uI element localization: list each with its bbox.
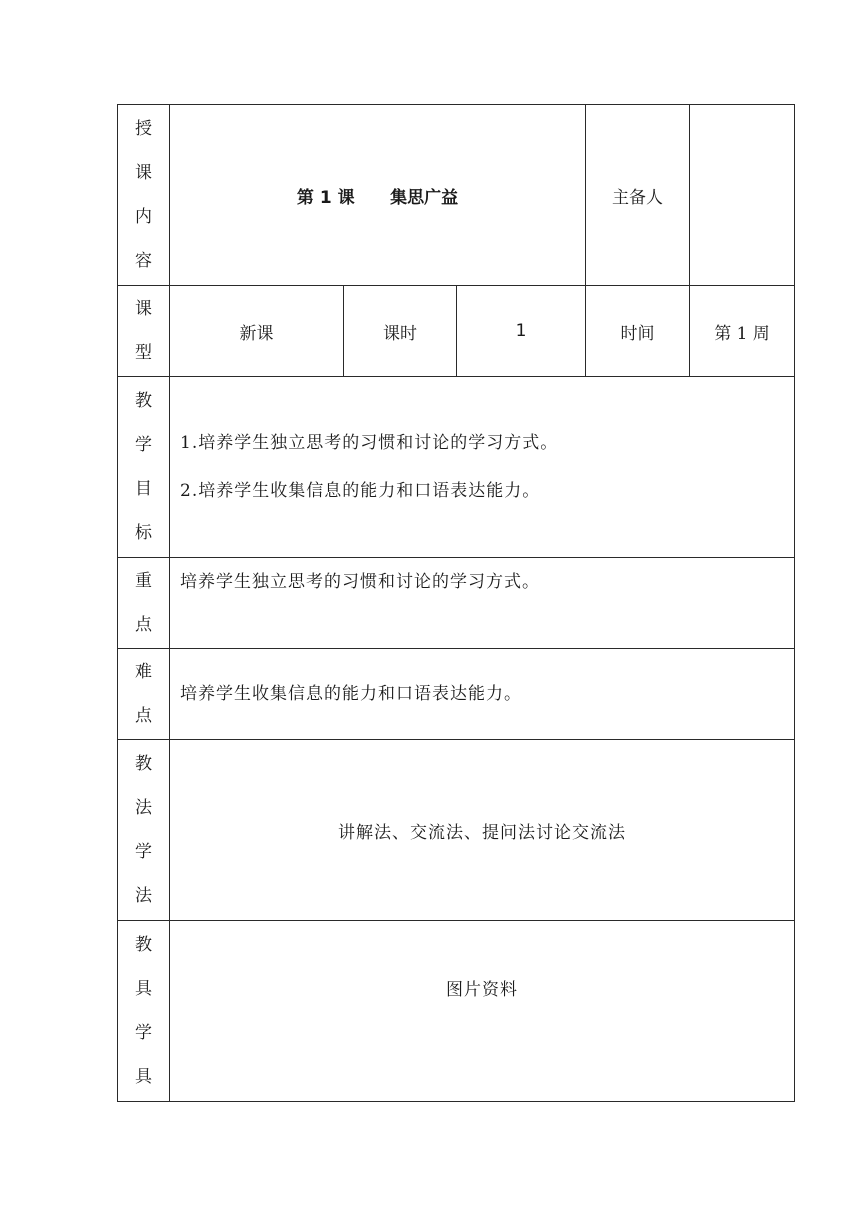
- header-char: 教: [135, 754, 152, 774]
- header-char: 法: [135, 886, 152, 906]
- header-lesson-type: [118, 286, 170, 377]
- header-methods: [118, 740, 170, 921]
- header-char: 型: [135, 343, 152, 363]
- tools-text: 图片资料: [170, 921, 795, 1102]
- header-char: 教: [135, 935, 152, 955]
- header-char: 教: [135, 391, 152, 411]
- header-char: 点: [135, 615, 152, 635]
- lesson-title: 第 1 课 集思广益: [170, 105, 586, 286]
- row-teaching-goals: [118, 377, 795, 558]
- owner-value: [690, 105, 795, 286]
- header-char: 学: [135, 1023, 152, 1043]
- header-char: 具: [135, 1067, 152, 1087]
- header-lesson-content: [118, 105, 170, 286]
- header-char: 具: [135, 979, 152, 999]
- header-char: 难: [135, 662, 152, 682]
- header-char: 重: [135, 571, 152, 591]
- header-char: 授: [135, 119, 152, 139]
- goal-item: 2.培养学生收集信息的能力和口语表达能力。: [180, 481, 541, 501]
- owner-label: 主备人: [586, 105, 690, 286]
- row-methods: [118, 740, 795, 921]
- header-char: 点: [135, 706, 152, 726]
- header-key-points: [118, 558, 170, 649]
- header-char: 课: [135, 299, 152, 319]
- key-points-text: 培养学生独立思考的习惯和讨论的学习方式。: [170, 558, 795, 649]
- lesson-type-value: 新课: [170, 286, 344, 377]
- hours-value: 1: [457, 286, 586, 377]
- header-char: 课: [135, 163, 152, 183]
- header-char: 目: [135, 479, 152, 499]
- goal-item: 1.培养学生独立思考的习惯和讨论的学习方式。: [180, 433, 559, 453]
- header-char: 学: [135, 842, 152, 862]
- header-char: 标: [135, 523, 152, 543]
- header-char: 内: [135, 207, 152, 227]
- header-difficulties: [118, 649, 170, 740]
- difficulties-text: 培养学生收集信息的能力和口语表达能力。: [170, 649, 795, 740]
- header-teaching-goals: [118, 377, 170, 558]
- teaching-goals: [170, 377, 795, 558]
- time-value: 第 1 周: [690, 286, 795, 377]
- row-difficulties: [118, 649, 795, 740]
- row-lesson-type: [118, 286, 795, 377]
- row-key-points: [118, 558, 795, 649]
- header-char: 容: [135, 251, 152, 271]
- methods-text: 讲解法、交流法、提问法讨论交流法: [170, 740, 795, 921]
- hours-label: 课时: [344, 286, 457, 377]
- header-char: 学: [135, 435, 152, 455]
- header-tools: [118, 921, 170, 1102]
- row-tools: [118, 921, 795, 1102]
- time-label: 时间: [586, 286, 690, 377]
- lesson-plan-table: [117, 104, 795, 1102]
- row-lesson-content: [118, 105, 795, 286]
- header-char: 法: [135, 798, 152, 818]
